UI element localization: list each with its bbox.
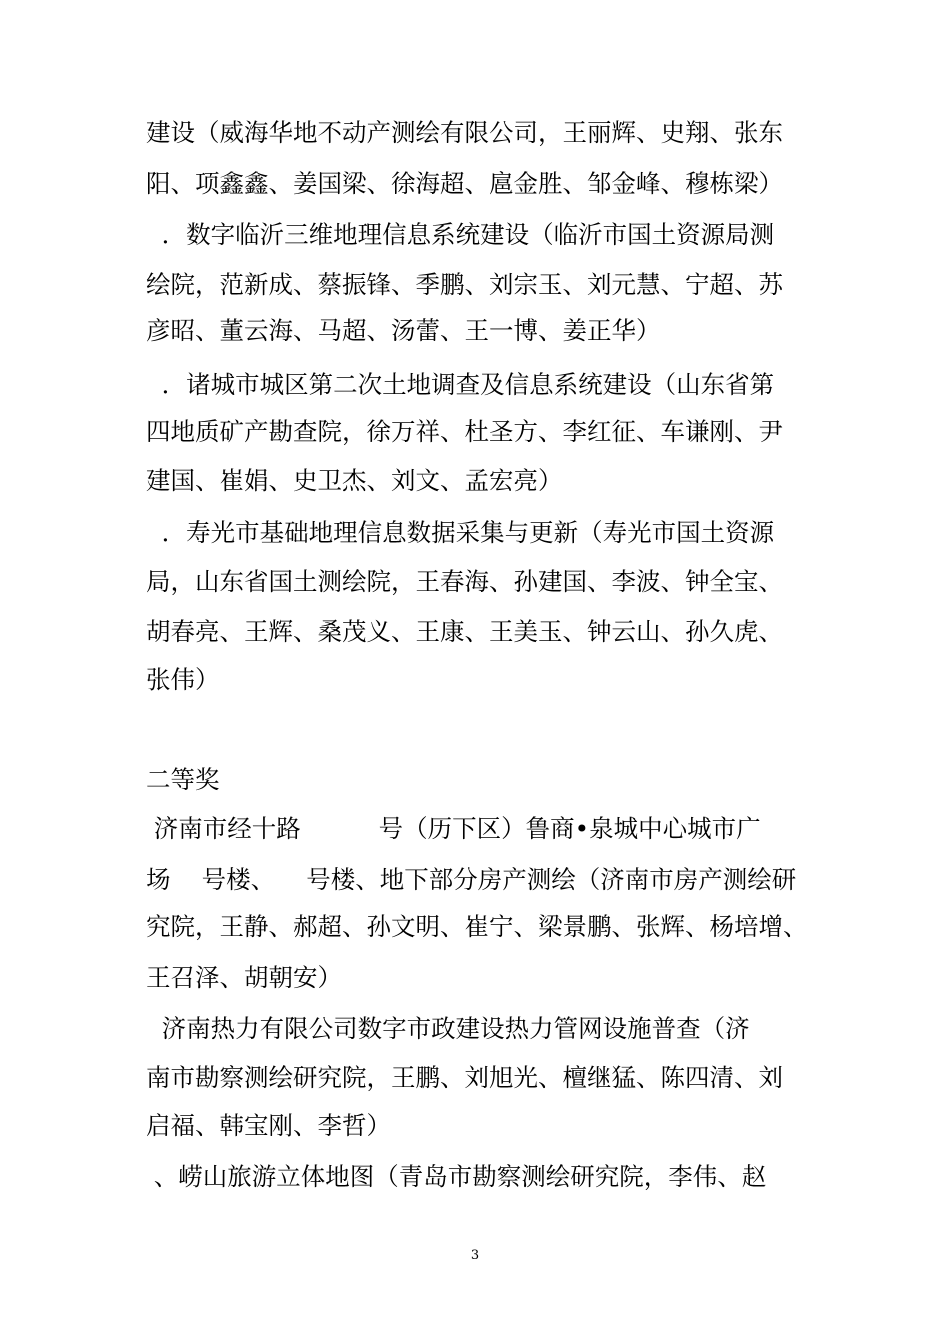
text-line: 阳、项鑫鑫、姜国梁、徐海超、扈金胜、邹金峰、穆栋梁）: [146, 169, 783, 198]
text-line: 局，山东省国土测绘院，王春海、孙建国、李波、钟全宝、: [146, 567, 783, 596]
page-number: 3: [470, 1248, 480, 1263]
text-line: 王召泽、胡朝安）: [146, 963, 342, 992]
text-line: 究院，王静、郝超、孙文明、崔宁、梁景鹏、张辉、杨培增、: [146, 912, 808, 941]
text-line: 济南市经十路 号（历下区）鲁商•泉城中心城市广: [146, 814, 761, 843]
section-heading: 二等奖: [146, 765, 220, 794]
text-line: 建国、崔娟、史卫杰、刘文、孟宏亮）: [146, 466, 563, 495]
text-line: 绘院，范新成、蔡振锋、季鹏、刘宗玉、刘元慧、宁超、苏: [146, 270, 783, 299]
text-line: 、崂山旅游立体地图（青岛市勘察测绘研究院，李伟、赵: [146, 1162, 767, 1191]
text-line: 彦昭、董云海、马超、汤蕾、王一博、姜正华）: [146, 316, 661, 345]
text-line: 济南热力有限公司数字市政建设热力管网设施普查（济: [146, 1014, 750, 1043]
text-line: 建设（威海华地不动产测绘有限公司，王丽辉、史翔、张东: [146, 118, 783, 147]
text-line: 胡春亮、王辉、桑茂义、王康、王美玉、钟云山、孙久虎、: [146, 617, 783, 646]
text-line: ．诸城市城区第二次土地调查及信息系统建设（山东省第: [146, 370, 775, 399]
text-line: ．数字临沂三维地理信息系统建设（临沂市国土资源局测: [146, 220, 775, 249]
text-line: 南市勘察测绘研究院，王鹏、刘旭光、檀继猛、陈四清、刘: [146, 1063, 783, 1092]
text-line: ．寿光市基础地理信息数据采集与更新（寿光市国土资源: [146, 518, 775, 547]
text-line: 张伟）: [146, 665, 220, 694]
text-line: 四地质矿产勘查院，徐万祥、杜圣方、李红征、车谦刚、尹: [146, 417, 783, 446]
text-line: 场 号楼、 号楼、地下部分房产测绘（济南市房产测绘研: [146, 865, 797, 894]
text-line: 启福、韩宝刚、李哲）: [146, 1111, 391, 1140]
